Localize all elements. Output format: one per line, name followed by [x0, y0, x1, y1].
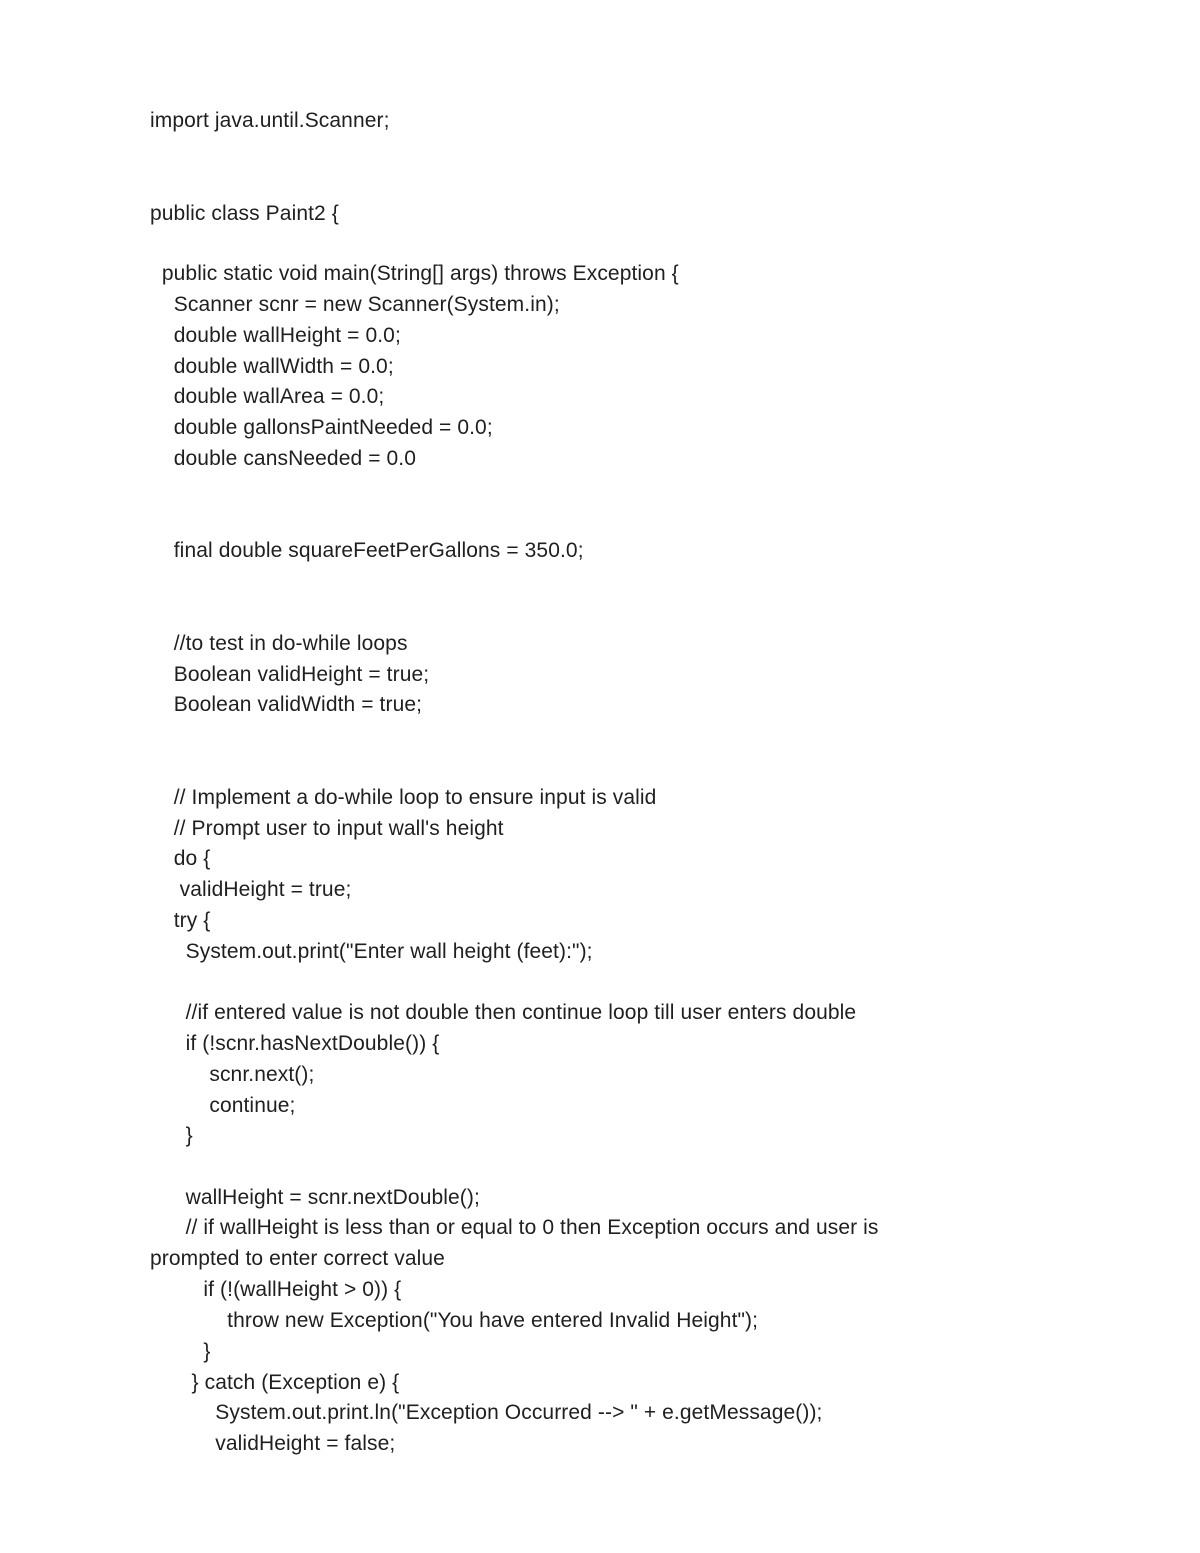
code-line: } catch (Exception e) { — [150, 1371, 400, 1394]
code-comment: // Prompt user to input wall's height — [150, 817, 504, 840]
code-line: Boolean validHeight = true; — [150, 663, 430, 686]
code-comment: //if entered value is not double then continue loop till user enters double — [150, 1001, 857, 1024]
code-line: import java.until.Scanner; — [150, 109, 390, 132]
code-line: public class Paint2 { — [150, 202, 339, 225]
code-line: do { — [150, 847, 211, 870]
code-line: double wallWidth = 0.0; — [150, 355, 394, 378]
code-line: validHeight = false; — [150, 1432, 396, 1455]
code-comment: prompted to enter correct value — [150, 1247, 445, 1270]
code-line: validHeight = true; — [150, 878, 352, 901]
code-line: double wallHeight = 0.0; — [150, 324, 401, 347]
code-line: double wallArea = 0.0; — [150, 385, 385, 408]
code-line: if (!(wallHeight > 0)) { — [150, 1278, 402, 1301]
code-comment: // Implement a do-while loop to ensure input is valid — [150, 786, 657, 809]
code-line: continue; — [150, 1094, 296, 1117]
code-comment: //to test in do-while loops — [150, 632, 408, 655]
code-line: System.out.print("Enter wall height (feet):"); — [150, 940, 593, 963]
code-line: if (!scnr.hasNextDouble()) { — [150, 1032, 440, 1055]
code-line: try { — [150, 909, 211, 932]
code-line: } — [150, 1124, 193, 1147]
code-line: scnr.next(); — [150, 1063, 315, 1086]
code-line: } — [150, 1340, 211, 1363]
code-line: System.out.print.ln("Exception Occurred --> " + e.getMessage()); — [150, 1401, 823, 1424]
code-line: final double squareFeetPerGallons = 350.0; — [150, 539, 584, 562]
code-comment: // if wallHeight is less than or equal to 0 then Exception occurs and user is — [150, 1216, 879, 1239]
code-line: Boolean validWidth = true; — [150, 693, 423, 716]
code-line: double gallonsPaintNeeded = 0.0; — [150, 416, 493, 439]
code-line: wallHeight = scnr.nextDouble(); — [150, 1186, 480, 1209]
code-line: public static void main(String[] args) throws Exception { — [150, 262, 679, 285]
code-line: Scanner scnr = new Scanner(System.in); — [150, 293, 560, 316]
code-line: double cansNeeded = 0.0 — [150, 447, 416, 470]
code-line: throw new Exception("You have entered Invalid Height"); — [150, 1309, 759, 1332]
